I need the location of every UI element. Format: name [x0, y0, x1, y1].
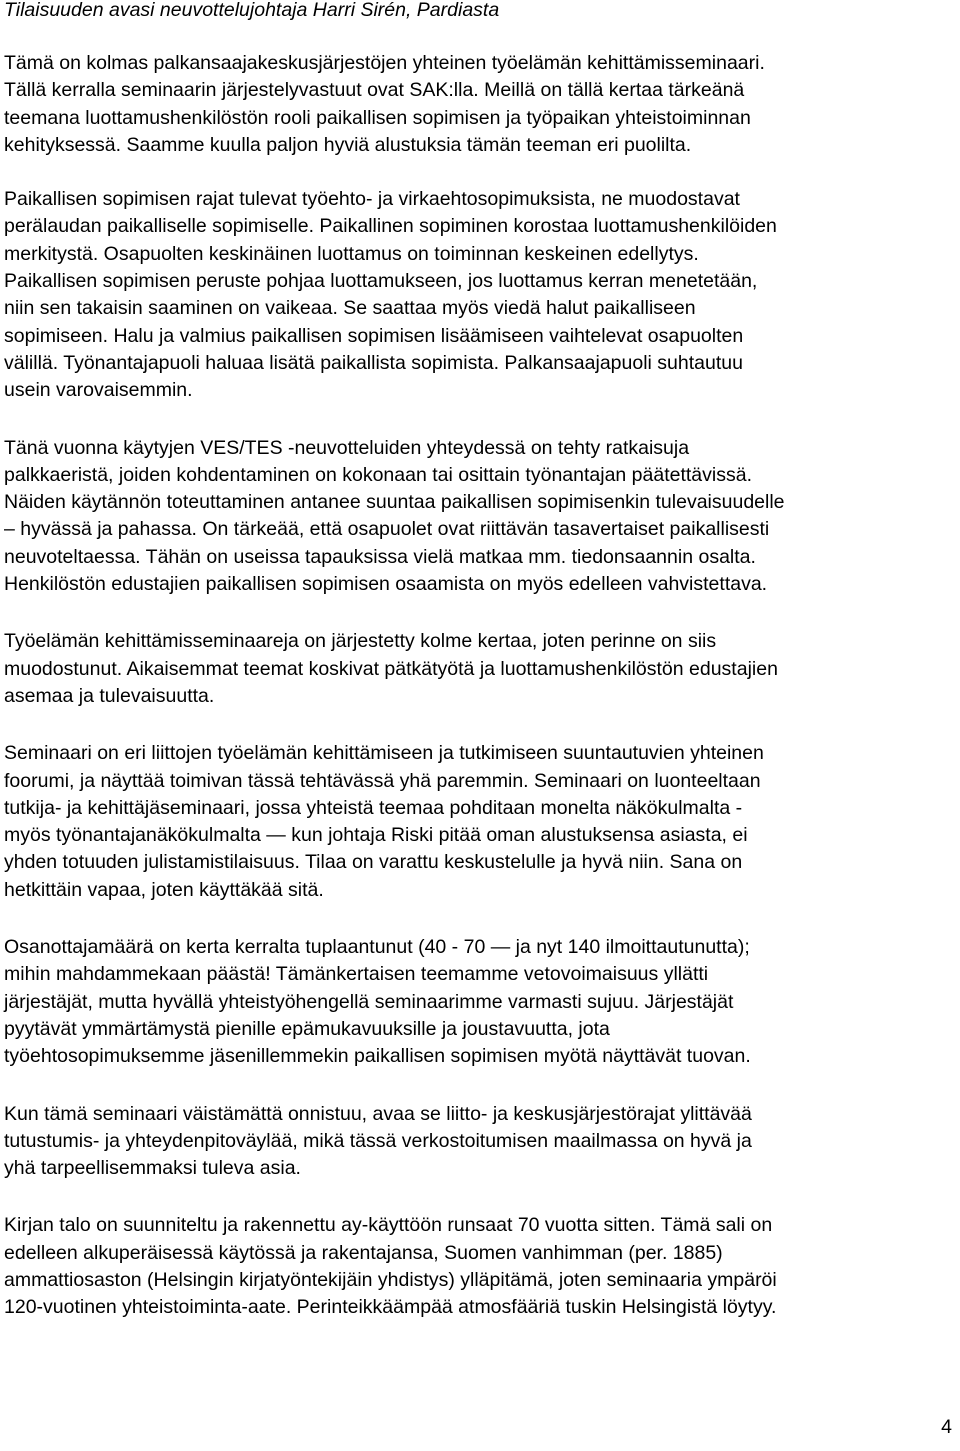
paragraph-2: Paikallisen sopimisen rajat tulevat työehto- ja virkaehtosopimuksista, ne muodostavat perälaudan paikalliselle sopimiselle. Paikallinen sopiminen korostaa luottamushenkilöiden merkitystä. Osapuolten keskinäinen luottamus on toiminnan keskeinen edellytys. Paikallisen sopimisen peruste pohjaa luottamukseen, jos luottamus kerran menetetään, niin sen takaisin saaminen on vaikeaa. Se saattaa myös viedä halut paikalliseen sopimiseen. Halu ja valmius paikallisen sopimisen lisäämiseen vaihtelevat osapuolten välillä. Työnantajapuoli haluaa lisätä paikallista sopimista. Palkansaajapuoli suhtautuu usein varovaisemmin.	[4, 188, 777, 402]
paragraph-6: Osanottajamäärä on kerta kerralta tuplaantunut (40 - 70 — ja nyt 140 ilmoittautunutta); mihin mahdammekaan päästä! Tämänkertaisen teemamme vetovoimaisuus yllätti järjestäjät, mutta hyvällä yhteistyöhengellä seminaarimme varmasti sujuu. Järjestäjät pyytävät ymmärtämystä pienille epämukavuuksille ja joustavuutta, jota työehtosopimuksemme jäsenillemmekin paikallisen sopimisen myötä näyttävät tuovan.	[4, 936, 751, 1068]
paragraph-3: Tänä vuonna käytyjen VES/TES -neuvotteluiden yhteydessä on tehty ratkaisuja palkkaeristä, joiden kohdentaminen on kokonaan tai osittain työnantajan päätettävissä. Näiden käytännön toteuttaminen antanee suuntaa paikallisen sopimisenkin tulevaisuudelle – hyvässä ja pahassa. On tärkeää, että osapuolet ovat riittävän tasavertaiset paikallisesti neuvoteltaessa. Tähän on useissa tapauksissa vielä matkaa mm. tiedonsaannin osalta. Henkilöstön edustajien paikallisen sopimisen osaamista on myös edelleen vahvistettava.	[4, 436, 785, 596]
paragraph-1: Tämä on kolmas palkansaajakeskusjärjestöjen yhteinen työelämän kehittämisseminaari. Tällä kerralla seminaarin järjestelyvastuut ovat SAK:lla. Meillä on tällä kertaa tärkeänä teemana luottamushenkilöstön rooli paikallisen sopimisen ja työpaikan yhteistoiminnan kehityksessä. Saamme kuulla paljon hyviä alustuksia tämän teeman eri puolilta.	[4, 52, 765, 156]
paragraph-7: Kun tämä seminaari väistämättä onnistuu, avaa se liitto- ja keskusjärjestörajat ylittävää tutustumis- ja yhteydenpitoväylää, mikä tässä verkostoitumisen maailmassa on hyvä ja yhä tarpeellisemmaksi tuleva asia.	[4, 1102, 752, 1180]
paragraph-5: Seminaari on eri liittojen työelämän kehittämiseen ja tutkimiseen suuntautuvien yhteinen foorumi, ja näyttää toimivan tässä tehtävässä yhä paremmin. Seminaari on luonteeltaan tutkija- ja kehittäjäseminaari, jossa yhteistä teemaa pohditaan monelta näkökulmalta - myös työnantajanäkökulmalta — kun johtaja Riski pitää oman alustuksensa asiasta, ei yhden totuuden julistamistilaisuus. Tilaa on varattu keskustelulle ja hyvä niin. Sana on hetkittäin vapaa, joten käyttäkää sitä.	[4, 742, 764, 901]
paragraph-4: Työelämän kehittämisseminaareja on järjestetty kolme kertaa, joten perinne on siis muodostunut. Aikaisemmat teemat koskivat pätkätyötä ja luottamushenkilöstön edustajien asemaa ja tulevaisuutta.	[4, 630, 778, 707]
document-body	[4, 50, 956, 1322]
page-number: 4	[941, 1416, 952, 1438]
paragraph-8: Kirjan talo on suunniteltu ja rakennettu ay-käyttöön runsaat 70 vuotta sitten. Tämä sali on edelleen alkuperäisessä käytössä ja rakentajansa, Suomen vanhimman (per. 1885) ammattiosaston (Helsingin kirjatyöntekijäin yhdistys) ylläpitämä, joten seminaaria ympäröi 120-vuotinen yhteistoiminta-aate. Perinteikkäämpää atmosfääriä tuskin Helsingistä löytyy.	[4, 1214, 777, 1319]
document-title: Tilaisuuden avasi neuvottelujohtaja Harri Sirén, Pardiasta	[4, 0, 500, 21]
